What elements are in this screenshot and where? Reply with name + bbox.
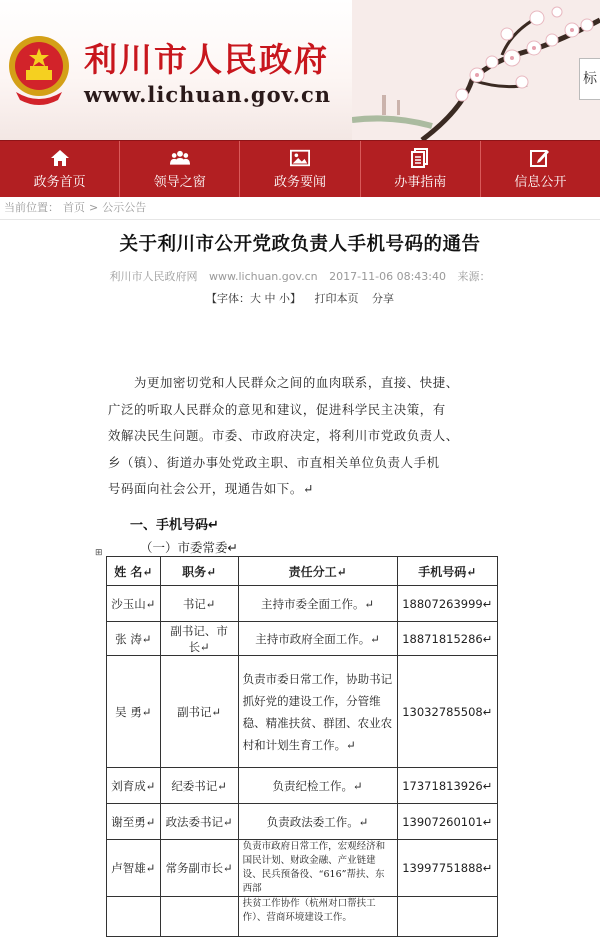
table-header: 姓 名↵	[107, 557, 161, 586]
breadcrumb-current[interactable]: 公示公告	[102, 201, 147, 214]
home-icon	[50, 148, 70, 168]
cell-name: 沙玉山↵	[107, 586, 161, 622]
cell-duty: 负责政法委工作。↵	[238, 804, 397, 840]
nav-label: 办事指南	[394, 175, 447, 190]
page-title: 关于利川市公开党政负责人手机号码的通告	[119, 234, 481, 255]
cell-name: 刘育成↵	[107, 768, 161, 804]
edit-icon	[530, 148, 550, 168]
cell-duty: 负责市委日常工作，协助书记抓好党的建设工作，分管维稳、精准扶贫、群团、农业农村和计划生育工作。↵	[238, 656, 397, 768]
cell-phone: 17371813926↵	[397, 768, 497, 804]
leaders-table	[106, 556, 498, 937]
nav-item-news[interactable]	[240, 141, 360, 197]
subsection-heading: （一）市委常委↵	[140, 540, 238, 555]
image-icon	[290, 148, 310, 168]
nav-item-disclosure[interactable]	[481, 141, 600, 197]
article-source: 利川市人民政府网	[109, 270, 198, 283]
corner-tag[interactable]: 标	[579, 58, 600, 100]
nav-label: 信息公开	[514, 175, 567, 190]
nav-label: 政务首页	[33, 175, 86, 190]
plum-blossom-banner-icon	[352, 0, 600, 140]
cell-name: 谢至勇↵	[107, 804, 161, 840]
cell-duty: 负责纪检工作。↵	[238, 768, 397, 804]
cell-duty: 负责市政府日常工作，宏观经济和国民计划、财政金融、产业链建设、民兵预备役、“616”帮扶、东西部	[238, 840, 397, 897]
section-heading: 一、手机号码↵	[130, 518, 219, 533]
breadcrumb	[0, 197, 600, 220]
people-icon	[170, 148, 190, 168]
nav-item-leaders[interactable]	[120, 141, 240, 197]
cell-phone: 18871815286↵	[397, 622, 497, 656]
national-emblem-icon	[6, 34, 72, 106]
site-header	[0, 0, 600, 140]
site-url[interactable]: www.lichuan.gov.cn	[84, 82, 332, 107]
article-site: www.lichuan.gov.cn	[208, 270, 318, 283]
cell-name: 卢智雄↵	[107, 840, 161, 897]
article-meta	[0, 268, 600, 284]
cell-phone: 18807263999↵	[397, 586, 497, 622]
cell-post: 副书记、市长↵	[160, 622, 238, 656]
site-title: 利川市人民政府	[84, 40, 329, 79]
cell-name: 吴 勇↵	[107, 656, 161, 768]
nav-label: 领导之窗	[153, 175, 206, 190]
cell-name	[107, 897, 161, 937]
breadcrumb-prefix: 当前位置：	[4, 201, 59, 214]
cell-post	[160, 897, 238, 937]
table-header: 责任分工↵	[238, 557, 397, 586]
document-icon	[410, 148, 430, 168]
font-size-control[interactable]: 【字体：大 中 小】	[206, 292, 301, 305]
paragraph-line: 效解决民生问题。市委、市政府决定，将利川市党政负责人、	[108, 428, 459, 444]
cell-post: 政法委书记↵	[160, 804, 238, 840]
table-row	[107, 768, 498, 804]
table-row	[107, 586, 498, 622]
table-row	[107, 622, 498, 656]
cell-post: 常务副市长↵	[160, 840, 238, 897]
table-row	[107, 840, 498, 897]
paragraph-line: 为更加密切党和人民群众之间的血肉联系，直接、快捷、	[134, 375, 459, 390]
table-header-row	[107, 557, 498, 586]
breadcrumb-separator: >	[89, 201, 99, 214]
article-paragraph	[108, 370, 488, 503]
cell-phone	[397, 897, 497, 937]
table-header: 手机号码↵	[397, 557, 497, 586]
cell-name: 张 涛↵	[107, 622, 161, 656]
table-header: 职务↵	[160, 557, 238, 586]
main-nav	[0, 140, 600, 197]
nav-item-home[interactable]	[0, 141, 120, 197]
article-date: 2017-11-06 08:43:40	[329, 270, 446, 283]
cell-post: 副书记↵	[160, 656, 238, 768]
cell-phone: 13907260101↵	[397, 804, 497, 840]
table-row	[107, 656, 498, 768]
breadcrumb-home[interactable]: 首页	[63, 201, 85, 214]
cell-duty: 主持市政府全面工作。↵	[238, 622, 397, 656]
cell-phone: 13032785508↵	[397, 656, 497, 768]
share-link[interactable]: 分享	[372, 292, 394, 305]
cell-post: 书记↵	[160, 586, 238, 622]
nav-item-guide[interactable]	[361, 141, 481, 197]
nav-label: 政务要闻	[274, 175, 327, 190]
article-origin-label: 来源：	[457, 270, 491, 283]
table-anchor-icon: ⊞	[95, 548, 103, 558]
print-link[interactable]: 打印本页	[314, 292, 359, 305]
table-row	[107, 897, 498, 937]
cell-post: 纪委书记↵	[160, 768, 238, 804]
paragraph-line: 乡（镇）、街道办事处党政主职、市直相关单位负责人手机	[108, 454, 440, 470]
article-tools	[0, 290, 600, 306]
paragraph-line: 号码面向社会公开，现通告如下。↵	[108, 481, 314, 497]
paragraph-line: 广泛的听取人民群众的意见和建议，促进科学民主决策，有	[108, 401, 446, 417]
cell-duty: 扶贫工作协作（杭州对口帮扶工作）、营商环境建设工作。	[238, 897, 397, 937]
cell-duty: 主持市委全面工作。↵	[238, 586, 397, 622]
cell-phone: 13997751888↵	[397, 840, 497, 897]
table-row	[107, 804, 498, 840]
